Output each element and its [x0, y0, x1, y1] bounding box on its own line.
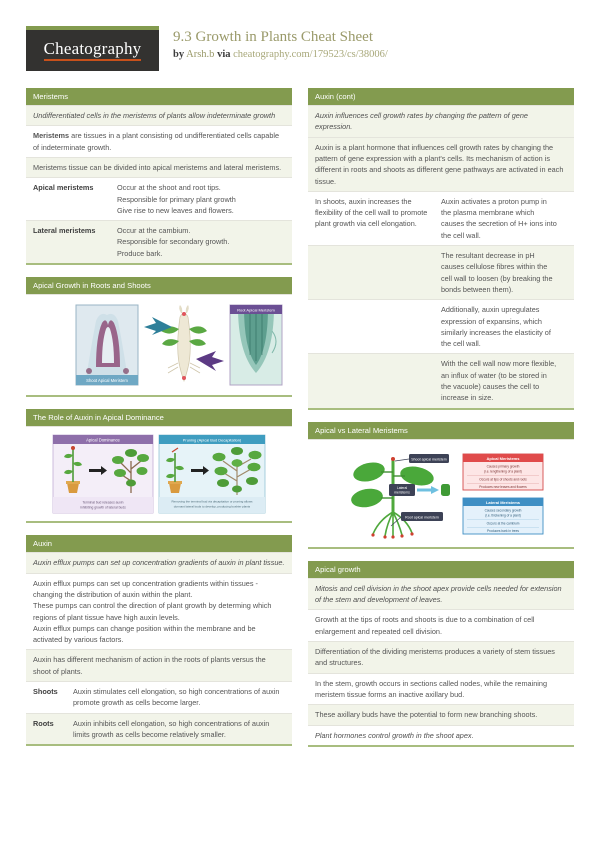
row-line: Responsible for secondary growth.: [117, 237, 230, 247]
auxin-cont-para: Auxin is a plant hormone that influences cell growth rates by changing the pattern of gene expression with a plant's cells. Its mechanism of action is different in roots and shoots as different gene pathways are activated in each tissue.: [315, 142, 564, 186]
row-body: Auxin stimulates cell elongation, so high concentrations of auxin promote growth as cells become larger.: [73, 687, 280, 708]
page-title: 9.3 Growth in Plants Cheat Sheet: [173, 29, 373, 45]
label-root-apical-meristem: Root apical meristem: [405, 515, 439, 520]
box2-line3: Occurs at the cambium: [486, 521, 520, 526]
header-text-block: [173, 26, 388, 60]
box1-line4: Produces new leaves and flowers: [479, 484, 527, 489]
label-lateral-meristems-1: Lateral: [396, 485, 408, 490]
card-title-meristems: Meristems: [26, 88, 292, 105]
card-apical-growth-figure: [26, 277, 292, 397]
panel2-caption-line1: Removing the terminal bud via decapitation or pruning allows: [171, 499, 253, 504]
box1-line3: Occurs at tips of shoots and roots: [479, 477, 527, 482]
panel2-title: Pruning (Apical Bud Decapitation): [182, 437, 242, 443]
author-link[interactable]: Arsh.b: [186, 48, 215, 60]
table-row: [308, 641, 574, 673]
row-line: Occur at the cambium.: [117, 226, 191, 236]
box-lateral-meristems-title: Lateral Meristems: [485, 499, 521, 505]
card-title-auxin: Auxin: [26, 535, 292, 552]
panel1-caption-line1: Terminal bud releases auxin: [82, 500, 124, 505]
card-auxin-cont: [308, 88, 574, 410]
via-label: via: [217, 48, 231, 60]
cheatography-logo[interactable]: [26, 26, 159, 71]
cheatsheet-columns: [26, 88, 574, 759]
auxin-cont-left-cell-empty: [315, 358, 441, 403]
apical-growth-row: These axillary buds have the potential to form new branching shoots.: [315, 710, 538, 720]
apical-growth-diagram-icon: [34, 301, 284, 389]
table-row: [26, 573, 292, 650]
figure-apical-growth[interactable]: [26, 294, 292, 395]
logo-text: Cheatography: [44, 40, 142, 62]
card-title-auxin-cont: Auxin (cont): [308, 88, 574, 105]
auxin-cont-left-cell: In shoots, auxin increases the flexibility of the cell wall to promote plant growth via cell elongation.: [315, 196, 428, 229]
table-row: [308, 137, 574, 191]
auxin-para-line: These pumps can control the direction of plant growth by determing which regions of plant tissue have high auxin levels.: [33, 601, 272, 622]
table-row: [26, 177, 292, 220]
figure-apical-dominance[interactable]: [26, 426, 292, 521]
meristems-p1-bold: Meristems: [33, 131, 70, 141]
shoot-meristem-caption: Shoot Apical Meristem: [86, 378, 128, 384]
auxin-paragraphs: [33, 578, 285, 646]
figure-apical-vs-lateral[interactable]: [308, 439, 574, 547]
table-row: [308, 353, 574, 407]
card-auxin: [26, 535, 292, 746]
meristems-p2: Meristems tissue can be divided into apical meristems and lateral meristems.: [33, 163, 282, 172]
table-row: [308, 105, 574, 137]
panel2-caption-line2: dormant lateral buds to develop, producing bushier plants: [173, 504, 251, 509]
table-row: [26, 105, 292, 125]
row-label: Shoots: [33, 687, 58, 697]
auxin-cont-right-cell: The resultant decrease in pH causes cellulose fibres within the cell wall to loosen (by breaking the bonds between them).: [441, 251, 553, 294]
auxin-cont-right-cell: Additionally, auxin upregulates expression of expansins, which similarly increases the elasticity of the cell wall.: [441, 305, 551, 349]
row-line: Occur at the shoot and root tips.: [117, 183, 221, 193]
card-apical-dominance-figure: [26, 409, 292, 523]
page-header: [0, 0, 600, 58]
row-line: Responsible for primary plant growth: [117, 194, 236, 204]
table-row: [308, 704, 574, 724]
table-row: [26, 552, 292, 572]
right-column: [308, 88, 574, 759]
auxin-cont-left-cell-empty: [315, 250, 441, 295]
auxin-cont-left-cell-empty: [315, 304, 441, 349]
row-body: [117, 225, 285, 259]
card-title-apical-growth-figure: Apical Growth in Roots and Shoots: [26, 277, 292, 294]
table-row: [26, 220, 292, 263]
box2-line1: Causes secondary growth: [484, 508, 522, 513]
apical-growth-row: Differentiation of the dividing meristems produces a variety of stem tissues and structures.: [315, 647, 555, 668]
box1-line1: Causes primary growth: [486, 464, 520, 469]
auxin-para-line: Auxin efflux pumps can change position within the membrane and be activated by various factors.: [33, 623, 256, 645]
source-url-link[interactable]: cheatography.com/179523/cs/38006/: [233, 48, 388, 60]
card-meristems: [26, 88, 292, 265]
row-label: Lateral meristems: [33, 226, 96, 236]
left-column: [26, 88, 292, 759]
byline: [173, 49, 388, 60]
card-title-apical-vs-lateral: Apical vs Lateral Meristems: [308, 422, 574, 439]
row-body: Auxin inhibits cell elongation, so high concentrations of auxin limits growth as cells become relatively smaller.: [73, 718, 270, 739]
card-title-apical-dominance: The Role of Auxin in Apical Dominance: [26, 409, 292, 426]
panel1-title: Apical Dominance: [86, 437, 120, 443]
table-row: [308, 673, 574, 705]
apical-vs-lateral-diagram-icon: [335, 446, 547, 541]
panel1-caption-line2: inhibiting growth of lateral buds: [80, 505, 126, 510]
row-label: Roots: [33, 718, 54, 728]
box1-line2: (i.e. lengthening of a plant): [484, 469, 522, 474]
table-row: [26, 681, 292, 713]
row-body: [117, 182, 285, 216]
by-label: by: [173, 48, 185, 60]
box2-line4: Produces bark in trees: [487, 528, 519, 533]
table-row: [26, 157, 292, 177]
box-apical-meristems-title: Apical Meristems: [486, 455, 520, 461]
table-row: [26, 125, 292, 157]
table-row: [308, 578, 574, 610]
apical-growth-row: In the stem, growth occurs in sections called nodes, while the remaining meristem tissue forms an inactive axillary bud.: [315, 678, 547, 699]
label-shoot-apical-meristem: Shoot apical meristem: [411, 457, 447, 462]
card-apical-growth: [308, 561, 574, 747]
auxin-cont-right-cell: Auxin activates a proton pump in the plasma membrane which causes the secretion of H+ ions into the cell wall.: [441, 196, 557, 240]
apical-growth-outro: Plant hormones control growth in the shoot apex.: [315, 730, 474, 740]
meristems-intro: Undifferentiated cells in the meristems of plants allow indeterminate growth: [33, 111, 276, 121]
table-row: [308, 725, 574, 745]
meristems-p1-rest: are tissues in a plant consisting od undifferentiated cells capable of indeterminate growth.: [33, 131, 280, 152]
table-row: [308, 245, 574, 299]
card-apical-vs-lateral-figure: [308, 422, 574, 549]
apical-growth-row: Growth at the tips of roots and shoots is due to a combination of cell enlargement and repeated cell division.: [315, 615, 535, 636]
auxin-para2: Auxin has different mechanism of action in the roots of plants versus the shoot of plants.: [33, 655, 266, 676]
apical-dominance-diagram-icon: [51, 433, 267, 515]
table-row: [308, 299, 574, 353]
auxin-para-line: Auxin efflux pumps can set up concentration gradients within tissues - changing the distribution of auxin within the plant.: [33, 578, 258, 599]
root-meristem-caption: Root Apical Meristem: [237, 307, 275, 313]
row-line: Give rise to new leaves and flowers.: [117, 205, 234, 215]
label-lateral-meristems-2: meristems: [394, 490, 410, 495]
table-row: [26, 649, 292, 681]
box2-line2: (i.e. thickening of a plant): [485, 513, 521, 518]
table-row: [308, 191, 574, 245]
meristems-p1: [33, 130, 285, 153]
card-title-apical-growth: Apical growth: [308, 561, 574, 578]
row-label: Apical meristems: [33, 183, 94, 193]
table-row: [26, 713, 292, 745]
auxin-intro: Auxin efflux pumps can set up concentration gradients of auxin in plant tissue.: [33, 558, 285, 568]
row-line: Produce bark.: [117, 248, 163, 258]
auxin-cont-intro: Auxin influences cell growth rates by changing the pattern of gene expression.: [315, 111, 528, 132]
table-row: [308, 609, 574, 641]
apical-growth-intro: Mitosis and cell division in the shoot apex provide cells needed for extension of the stem and development of leaves.: [315, 583, 562, 605]
auxin-cont-right-cell: With the cell wall now more flexible, an influx of water (to be stored in the vacuole) causes the cell to increase in size.: [441, 359, 557, 403]
